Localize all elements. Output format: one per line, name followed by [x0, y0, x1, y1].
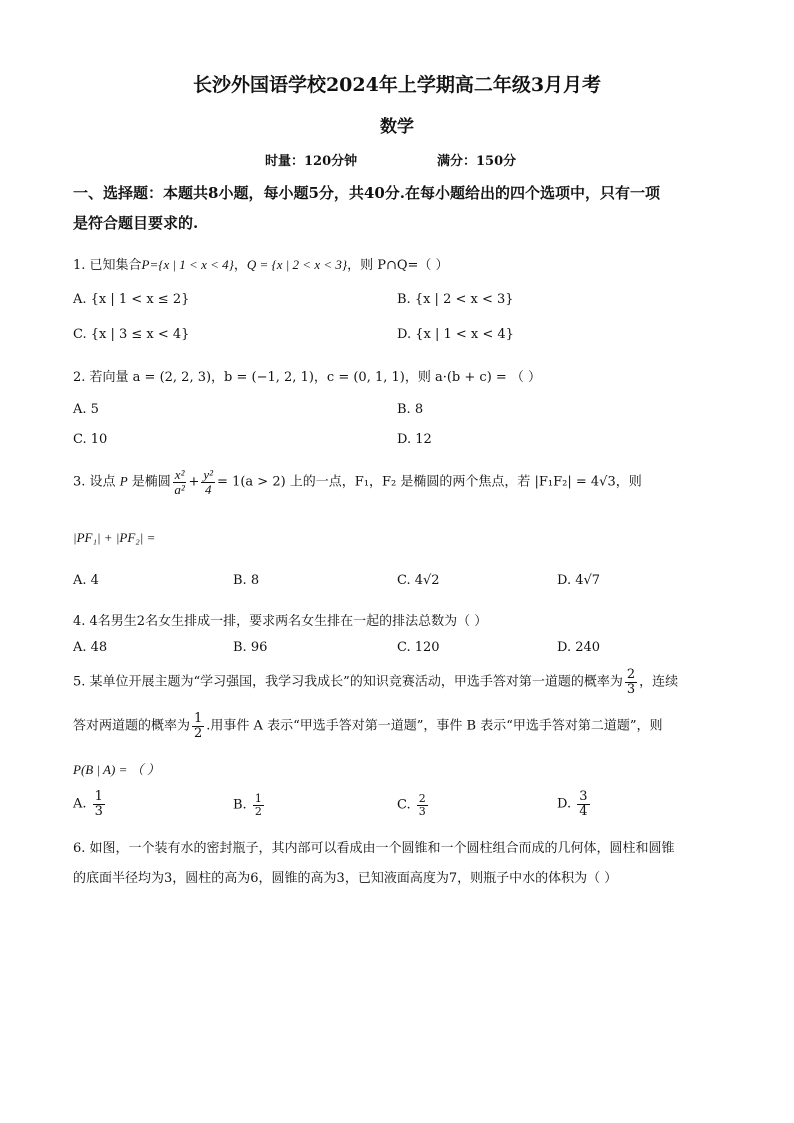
ellipse-y-fraction: [201, 468, 215, 496]
question-3-stem: 3. 设点 P 是椭圆 $\frac{\text{x²}}{\text{a²}}$ + $\frac{\text{y²}}{4}$ = 1(a > 2) 上的一点，F₁，F₂ 是椭圆的两个焦点，若 |F₁F₂| = 4√3，则: [73, 467, 642, 497]
question-2-stem: 2. 若向量 a = (2, 2, 3)，b = (−1, 2, 1)，c = (0, 1, 1)，则 a·(b + c) = （ ）: [73, 370, 542, 385]
time-label: 时量：120分钟: [265, 154, 358, 169]
q5-option-c-label: C.: [397, 797, 411, 813]
q5-line1-b: ，连续: [639, 674, 679, 690]
question-5-line-1: [73, 668, 678, 696]
q5-option-a-num: 1: [94, 789, 103, 804]
section-heading-line1: 一、选择题：本题共8小题，每小题5分，共40分.在每小题给出的四个选项中，只有一项: [73, 184, 660, 202]
q5-option-d-den: 4: [579, 803, 588, 819]
ellipse-y-num: y²: [203, 467, 214, 482]
q3-line-2: |PF₁| + |PF₂| =: [73, 530, 156, 545]
q3-option-b: B. 8: [233, 573, 260, 588]
question-1-stem: 1. 已知集合P={x | 1 < x < 4}，Q = {x | 2 < x < 3}，则 P∩Q=（ ）: [73, 257, 449, 273]
exam-title: 长沙外国语学校2024年上学期高二年级3月月考: [192, 74, 602, 96]
q2-option-a: A. 5: [73, 402, 99, 417]
q4-option-b: B. 96: [233, 640, 268, 655]
q1-option-d: D. {x | 1 < x < 4}: [397, 327, 514, 342]
q3-stem-c: 是椭圆: [131, 474, 171, 490]
q2-option-c: C. 10: [73, 432, 108, 447]
q1-option-b: B. {x | 2 < x < 3}: [397, 292, 514, 307]
q4-option-c: C. 120: [397, 640, 440, 655]
q5-option-d-fraction: [577, 790, 589, 818]
q2-option-d: D. 12: [397, 432, 432, 447]
q5-line1-a: 5. 某单位开展主题为“学习强国，我学习我成长”的知识竞赛活动，甲选手答对第一道题的概率为: [73, 674, 623, 690]
q5-fraction-2-3: [625, 668, 637, 696]
q5-frac2-den: 2: [194, 725, 203, 741]
q5-option-b-den: 2: [254, 804, 262, 818]
q3-option-d: D. 4√7: [557, 573, 601, 588]
q5-line-3: P(B | A) = （ ）: [73, 762, 160, 777]
q1-option-a: A. {x | 1 < x ≤ 2}: [73, 292, 190, 307]
q3-option-c: C. 4√2: [397, 573, 440, 588]
q3-option-a: A. 4: [73, 573, 99, 588]
q2-option-b: B. 8: [397, 402, 424, 417]
q5-line2-b: .用事件 A 表示“甲选手答对第一道题”，事件 B 表示“甲选手答对第二道题”，则: [206, 718, 663, 734]
score-label: 满分：150分: [437, 154, 517, 169]
ellipse-y-den: 4: [204, 481, 212, 497]
q5-option-a: [73, 790, 107, 818]
section-heading-line2: 是符合题目要求的.: [73, 214, 199, 232]
question-6-line-2: 的底面半径均为3，圆柱的高为6，圆锥的高为3，已知液面高度为7，则瓶子中水的体积为（ ）: [73, 871, 618, 886]
q1-set-p: P={x | 1 < x < 4}: [141, 257, 234, 272]
q5-option-c-num: 2: [418, 792, 426, 805]
question-5-line-2: [73, 712, 662, 740]
q5-option-b-label: B.: [233, 797, 247, 813]
q5-option-b: [233, 793, 266, 817]
q5-option-a-fraction: [93, 790, 105, 818]
q5-frac1-num: 2: [626, 667, 636, 682]
q5-frac1-den: 3: [626, 681, 636, 697]
q5-option-d-label: D.: [557, 796, 572, 812]
subject-title: 数学: [380, 117, 414, 137]
q4-option-a: A. 48: [73, 640, 108, 655]
q4-option-d: D. 240: [557, 640, 601, 655]
q3-stem-d: = 1(a > 2) 上的一点，F₁，F₂ 是椭圆的两个焦点，若 |F₁F₂| = 4√3，则: [217, 474, 642, 490]
q5-fraction-1-2: [192, 712, 204, 740]
q1-prefix: 1. 已知集合: [73, 258, 142, 273]
q1-ask: ，则 P∩Q=（ ）: [347, 258, 449, 273]
question-6-line-1: 6. 如图，一个装有水的密封瓶子，其内部可以看成由一个圆锥和一个圆柱组合而成的几何体，圆柱和圆锥: [73, 841, 675, 856]
q5-option-b-fraction: [253, 793, 264, 817]
q5-option-a-den: 3: [94, 803, 103, 819]
q5-option-b-num: 1: [254, 792, 262, 805]
q5-option-c: [397, 793, 430, 817]
ellipse-x-num: x²: [174, 467, 185, 482]
q5-option-c-den: 3: [418, 804, 426, 818]
question-4-stem: 4. 4名男生2名女生排成一排，要求两名女生排在一起的排法总数为（ ）: [73, 614, 488, 629]
q1-option-c: C. {x | 3 ≤ x < 4}: [73, 327, 190, 342]
q5-option-c-fraction: [417, 793, 428, 817]
ellipse-x-den: a²: [174, 481, 185, 497]
q5-frac2-num: 1: [194, 711, 203, 726]
q3-point-p: P: [119, 473, 128, 489]
q5-line2-a: 答对两道题的概率为: [73, 718, 191, 734]
ellipse-x-fraction: [173, 468, 187, 496]
q5-option-d-num: 3: [579, 789, 588, 804]
q5-option-a-label: A.: [73, 796, 87, 812]
q1-set-q: Q = {x | 2 < x < 3}: [246, 257, 348, 272]
q5-option-d: [557, 790, 592, 818]
q3-stem-a: 3. 设点: [73, 474, 116, 490]
